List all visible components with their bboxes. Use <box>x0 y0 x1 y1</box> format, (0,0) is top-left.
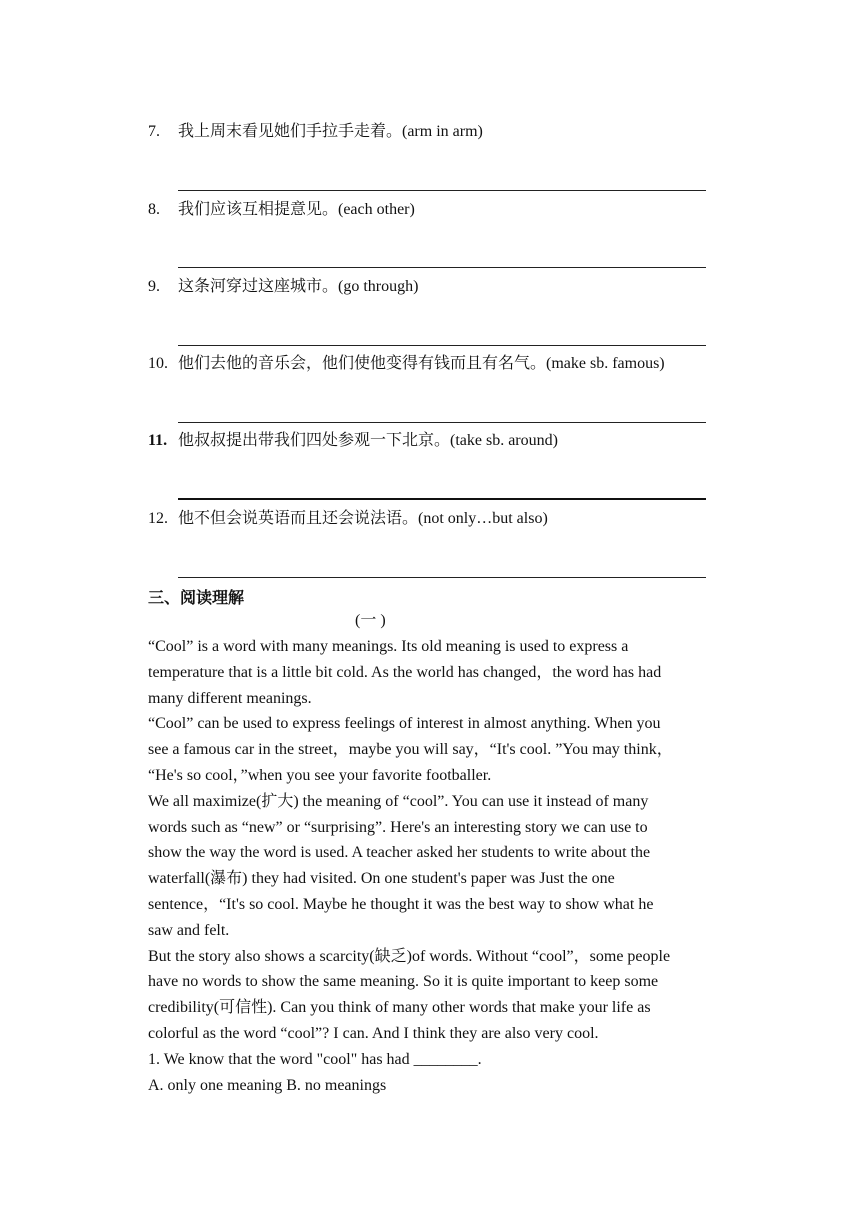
passage-line: show the way the word is used. A teacher asked her students to write about the <box>148 844 651 862</box>
question-text: 我们应该互相提意见。(each other) <box>178 201 415 218</box>
passage-line: saw and felt. <box>148 921 230 939</box>
passage-line: We all maximize(扩大) the meaning of “cool”. You can use it instead of many <box>148 792 649 810</box>
question-text: 这条河穿过这座城市。(go through) <box>178 278 419 295</box>
passage-line: credibility(可信性). Can you think of many other words that make your life as <box>148 999 651 1017</box>
passage-line: “Cool” can be used to express feelings of interest in almost anything. When you <box>148 715 661 733</box>
question-item-9 <box>148 277 418 297</box>
question-text: 他们去他的音乐会，他们使他变得有钱而且有名气。(make sb. famous) <box>178 355 665 372</box>
question-text: 他叔叔提出带我们四处参观一下北京。(take sb. around) <box>178 432 558 449</box>
question-item-7 <box>148 122 483 142</box>
passage-line: “He's so cool，”when you see your favorite footballer. <box>148 767 492 784</box>
question-item-10 <box>148 354 665 374</box>
answer-line-12[interactable] <box>178 577 706 578</box>
question-number: 7. <box>148 123 160 140</box>
question-text: 我上周末看见她们手拉手走着。(arm in arm) <box>178 123 483 140</box>
passage-subheading: (一 ) <box>355 612 386 629</box>
reading-question-stem: 1. We know that the word "cool" has had ________. <box>148 1050 482 1068</box>
passage-line: many different meanings. <box>148 689 312 707</box>
passage-line: colorful as the word “cool”? I can. And I think they are also very cool. <box>148 1025 599 1042</box>
passage-line: But the story also shows a scarcity(缺乏)of words. Without “cool”，some people <box>148 947 671 965</box>
answer-line-8[interactable] <box>178 267 706 268</box>
reading-question-options: A. only one meaning B. no meanings <box>148 1076 387 1094</box>
question-item-12 <box>148 509 548 529</box>
question-item-8 <box>148 200 415 220</box>
question-text: 他不但会说英语而且还会说法语。(not only…but also) <box>178 510 548 527</box>
question-number: 9. <box>148 278 160 295</box>
answer-line-7[interactable] <box>178 190 706 191</box>
question-number: 12. <box>148 510 168 527</box>
passage-line: have no words to show the same meaning. So it is quite important to keep some <box>148 973 659 991</box>
answer-line-9[interactable] <box>178 345 706 346</box>
passage-line: see a famous car in the street，maybe you will say，“It's cool. ”You may think， <box>148 741 673 759</box>
question-number: 11. <box>148 432 168 449</box>
passage-line: temperature that is a little bit cold. As the world has changed，the word has had <box>148 663 662 681</box>
passage-line: waterfall(瀑布) they had visited. On one student's paper was Just the one <box>148 870 615 888</box>
answer-line-10[interactable] <box>178 422 706 423</box>
question-number: 8. <box>148 201 160 218</box>
question-number: 10. <box>148 355 168 372</box>
passage-line: words such as “new” or “surprising”. Here's an interesting story we can use to <box>148 818 648 836</box>
question-item-11 <box>148 431 558 451</box>
passage-line: “Cool” is a word with many meanings. Its old meaning is used to express a <box>148 638 629 655</box>
passage-line: sentence，“It's so cool. Maybe he thought it was the best way to show what he <box>148 896 654 913</box>
section-heading: 三、阅读理解 <box>148 590 245 607</box>
answer-line-11[interactable] <box>178 498 706 500</box>
